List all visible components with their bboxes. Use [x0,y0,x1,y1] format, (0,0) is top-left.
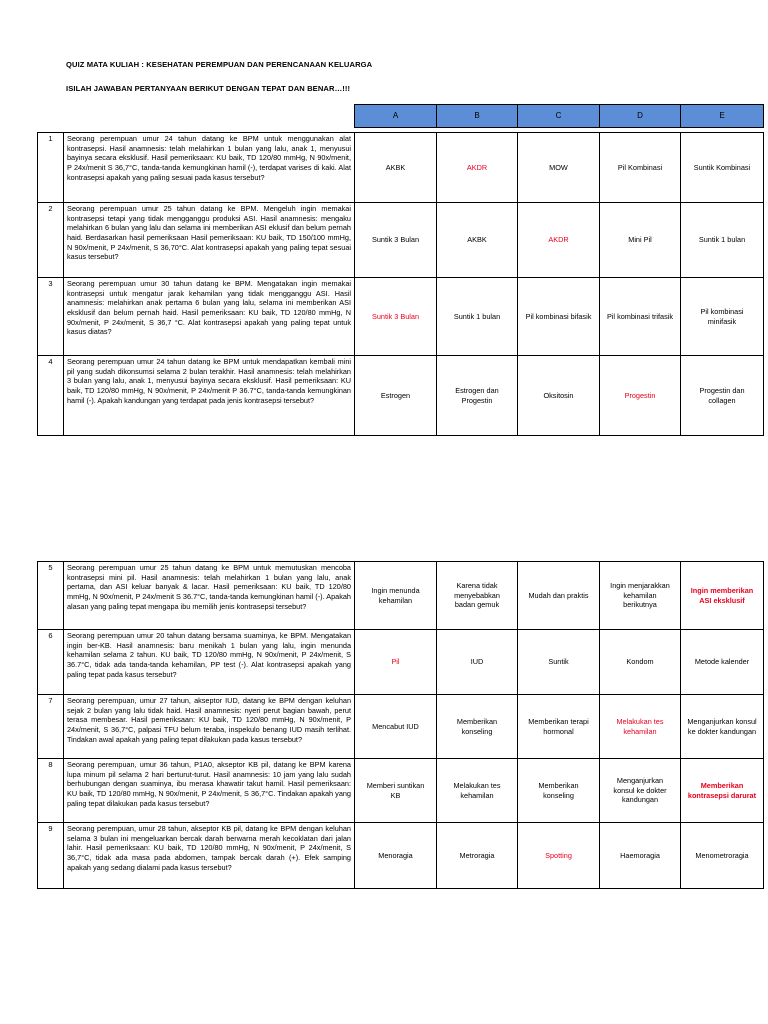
option-b: Estrogen dan Progestin [437,356,518,436]
option-c: Memberikan terapi hormonal [518,695,600,759]
column-header-b: B [437,105,518,128]
option-a: Ingin menunda kehamilan [355,562,437,630]
question-number: 1 [38,133,64,203]
option-d-correct: Melakukan tes kehamilan [600,695,681,759]
option-e-correct: Ingin memberikan ASI eksklusif [681,562,764,630]
column-header-d: D [600,105,681,128]
option-e: Suntik Kombinasi [681,133,764,203]
question-number: 3 [38,278,64,356]
option-c: MOW [518,133,600,203]
option-b: Suntik 1 bulan [437,278,518,356]
column-header-row [38,105,764,128]
question-row [38,203,764,278]
option-c: Mudah dan praktis [518,562,600,630]
option-d: Ingin menjarakkan kehamilan berikutnya [600,562,681,630]
question-row [38,133,764,203]
option-a: Suntik 3 Bulan [355,203,437,278]
option-c: Suntik [518,630,600,695]
question-row [38,759,764,823]
option-d: Pil kombinasi trifasik [600,278,681,356]
question-text: Seorang perempuan, umur 36 tahun, P1A0, akseptor KB pil, datang ke BPM karena lupa minum pil selama 2 hari berturut-turut. Hasil anamnesis: 10 jam yang lalu sudah berhubungan dengan suaminya, ibu merasa khawatir takut hamil. Hasil pemeriksaan: KU baik, TD 120/80 mmHg, N 90x/menit, P 24x/menit, S 36,7°C. Tindakan apakah yang paling tepat dilakukan pada kasus tersebut? [64,759,355,823]
option-c: Oksitosin [518,356,600,436]
option-e: Suntik 1 bulan [681,203,764,278]
option-e: Progestin dan collagen [681,356,764,436]
option-a: Estrogen [355,356,437,436]
option-e-correct: Memberikan kontrasepsi darurat [681,759,764,823]
question-number: 6 [38,630,64,695]
question-number: 4 [38,356,64,436]
question-number: 9 [38,823,64,889]
option-d-correct: Progestin [600,356,681,436]
option-a-correct: Pil [355,630,437,695]
option-b-correct: AKDR [437,133,518,203]
question-text: Seorang perempuan umur 20 tahun datang bersama suaminya, ke BPM. Mengatakan ingin ber-KB. Hasil anamnesis: baru menikah 1 bulan yang lalu, ingin menunda kehamilan selama 2 tahun. KU baik, TD 120/80 mmHg, N 90x/menit, P 24x/menit, S 36.7°C, tidak ada tanda-tanda kehamilan, PP test (-). Alat kontrasepsi apakah yang paling tepat pada kasus tersebut? [64,630,355,695]
option-c: Memberikan konseling [518,759,600,823]
option-a-correct: Suntik 3 Bulan [355,278,437,356]
question-text: Seorang perempuan umur 24 tahun datang ke BPM untuk mendapatkan kembali mini pil yang sudah dikonsumsi selama 2 bulan terakhir. Hasil anamnesis: telah melahirkan 3 bulan yang lalu, anak 1, menyusui bayinya secara eksklusif. Hasil pemeriksaan: KU baik, TD 120/80 mmHg, N 90x/menit, P 24x/menit P 36.7°C, tanda-tanda kemungkinan hamil (-). Apakah kandungan yang terdapat pada jenis kontrasepsi tersebut? [64,356,355,436]
option-e: Pil kombinasi minifasik [681,278,764,356]
question-row [38,562,764,630]
question-text: Seorang perempuan umur 25 tahun datang ke BPM. Mengeluh ingin memakai kontrasepsi tetapi yang tidak mengganggu produksi ASI. Hasil anamnesis: mengaku melahirkan 6 bulan yang lalu dan selama ini memberikan ASI eklusif dan belum pernah haid. Berdasarkan hasil pemeriksaan Hasil pemeriksaan: KU baik, TD 150/100 mmHg, N 90x/menit, P 24x/menit, S 36,70°C. Alat kontrasepsi apakah yang paling tepat sesuai kasus tersebut? [64,203,355,278]
question-number: 8 [38,759,64,823]
option-c-correct: Spotting [518,823,600,889]
question-number: 2 [38,203,64,278]
option-b: Memberikan konseling [437,695,518,759]
column-header-e: E [681,105,764,128]
option-b: Metroragia [437,823,518,889]
option-b: AKBK [437,203,518,278]
option-e: Menganjurkan konsul ke dokter kandungan [681,695,764,759]
option-e: Menometroragia [681,823,764,889]
option-d: Haemoragia [600,823,681,889]
option-d: Kondom [600,630,681,695]
question-text: Seorang perempuan umur 30 tahun datang ke BPM. Mengatakan ingin memakai kontrasepsi untuk mengatur jarak kehamilan yang tidak mengganggu ASI. Hasil anamnesis: melahirkan anak pertama 6 bulan yang lalu, selama ini memberikan ASI eksklusif dan belum pernah haid. Hasil pemeriksaan: KU baik, TD 120/80 mmHg, N 90x/menit, P 24x/menit, S 36,7 °C. Alat kontrasepsi apakah yang paling tepat untuk kasus diatas? [64,278,355,356]
column-header-c: C [518,105,600,128]
quiz-table-bottom [37,561,764,889]
option-a: AKBK [355,133,437,203]
quiz-instruction: ISILAH JAWABAN PERTANYAAN BERIKUT DENGAN TEPAT DAN BENAR…!!! [66,84,351,93]
option-a: Mencabut IUD [355,695,437,759]
question-text: Seorang perempuan umur 24 tahun datang ke BPM untuk menggunakan alat kontrasepsi. Hasil anamnesis: telah melahirkan 1 bulan yang lalu, anak 1, menyusui bayinya secara eksklusif. Hasil pemeriksaan: KU baik, TD 120/80 mmHg, N 90x/menit, P 24x/menit S 36,7°C, tanda-tanda kemungkinan hamil (-), terdapat varises di kaki. Alat kontrasepsi apakah yang paling sesuai pada kasus tersebut? [64,133,355,203]
option-b: Melakukan tes kehamilan [437,759,518,823]
option-c-correct: AKDR [518,203,600,278]
question-text: Seorang perempuan umur 25 tahun datang ke BPM untuk memutuskan mencoba kontrasepsi mini pil. Hasil anamnesis: telah melahirkan 1 bulan yang lalu, anak pertama, dan ASI keluar banyak & lacar. Hasil pemeriksaan: KU baik, TD 120/80 mmHg, N 90x/menit, P 24x/menit S 36.7°C, tanda-tanda kemungkinan hamil (-). Apakah alasan yang paling tepat mengapa ibu memilih jenis kontrasepsi tersebut? [64,562,355,630]
option-a: Memberi suntikan KB [355,759,437,823]
question-row [38,695,764,759]
question-row [38,278,764,356]
option-e: Metode kalender [681,630,764,695]
option-b: IUD [437,630,518,695]
question-number: 7 [38,695,64,759]
option-b: Karena tidak menyebabkan badan gemuk [437,562,518,630]
option-d: Menganjurkan konsul ke dokter kandungan [600,759,681,823]
option-d: Pil Kombinasi [600,133,681,203]
question-row [38,823,764,889]
quiz-title: QUIZ MATA KULIAH : KESEHATAN PEREMPUAN DAN PERENCANAAN KELUARGA [66,60,373,69]
question-row [38,630,764,695]
question-text: Seorang perempuan, umur 27 tahun, akseptor IUD, datang ke BPM dengan keluhan sejak 2 bulan yang lalu tidak haid. Hasil anamnesis: nyeri perut bagian bawah, perut terasa membesar. Hasil pemeriksaan: KU baik, TD 120/80 mmHg, N 90x/menit, P 24x/menit, S 36,7°C, palpasi TFU belum teraba, inspekulo benang IUD masih terlihat. Tindakan awal apakah yang paling tepat dilakukan pada kasus tersebut? [64,695,355,759]
question-text: Seorang perempuan, umur 28 tahun, akseptor KB pil, datang ke BPM dengan keluhan selama 3 bulan ini mengeluarkan bercak darah berwarna merah kecoklatan dari jalan lahir. Hasil pemeriksaan: KU baik, TD 120/80 mmHg, N 90x/menit, P 24x/menit, S 36,7°C, tidak ada masa pada abdomen, tampak bercak darah (+). Efek samping apakah yang sedang dialami pada kasus tersebut? [64,823,355,889]
header-blank [38,105,64,128]
option-a: Menoragia [355,823,437,889]
question-number: 5 [38,562,64,630]
quiz-table-top [37,104,764,436]
column-header-a: A [355,105,437,128]
header-blank [64,105,355,128]
option-d: Mini Pil [600,203,681,278]
question-row [38,356,764,436]
option-c: Pil kombinasi bifasik [518,278,600,356]
